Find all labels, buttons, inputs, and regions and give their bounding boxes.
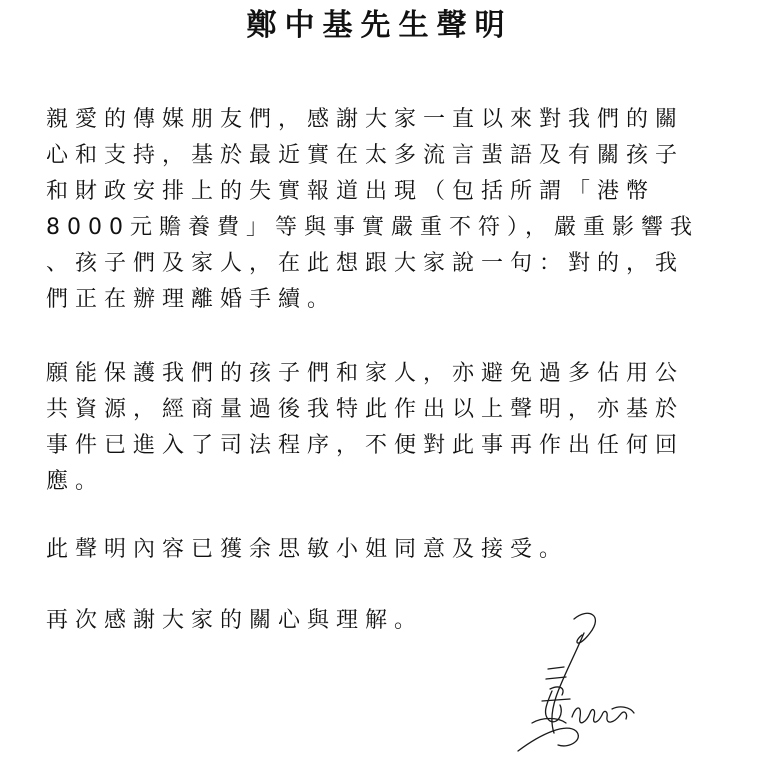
paragraph-line: 此聲明內容已獲余思敏小姐同意及接受。 [46,537,569,562]
statement-paragraph [46,102,736,318]
paragraph-line: 再次感謝大家的關心與理解。 [46,608,424,633]
statement-title: 鄭中基先生聲明 [246,8,513,43]
paragraph-line: 願能保護我們的孩子們和家人，亦避免過多佔用公 [46,361,685,386]
paragraph-line: 事件已進入了司法程序，不便對此事再作出任何回 [46,433,685,458]
consent-paragraph [46,532,736,568]
paragraph-line: 心和支持，基於最近實在太多流言蜚語及有關孩子 [46,143,685,168]
statement-paragraph [46,356,736,500]
paragraph-line: 應。 [46,469,105,494]
paragraph-line: 8000元贍養費」等與事實嚴重不符），嚴重影響我 [46,215,699,240]
paragraph-line: 們正在辦理離婚手續。 [46,287,337,312]
handwritten-signature [512,605,652,755]
paragraph-line: 共資源，經商量過後我特此作出以上聲明，亦基於 [46,397,685,422]
paragraph-line: 、孩子們及家人，在此想跟大家說一句：對的，我 [46,251,685,276]
paragraph-line: 親愛的傳媒朋友們，感謝大家一直以來對我們的關 [46,107,685,132]
paragraph-line: 和財政安排上的失實報道出現（包括所謂「港幣 [46,179,656,204]
